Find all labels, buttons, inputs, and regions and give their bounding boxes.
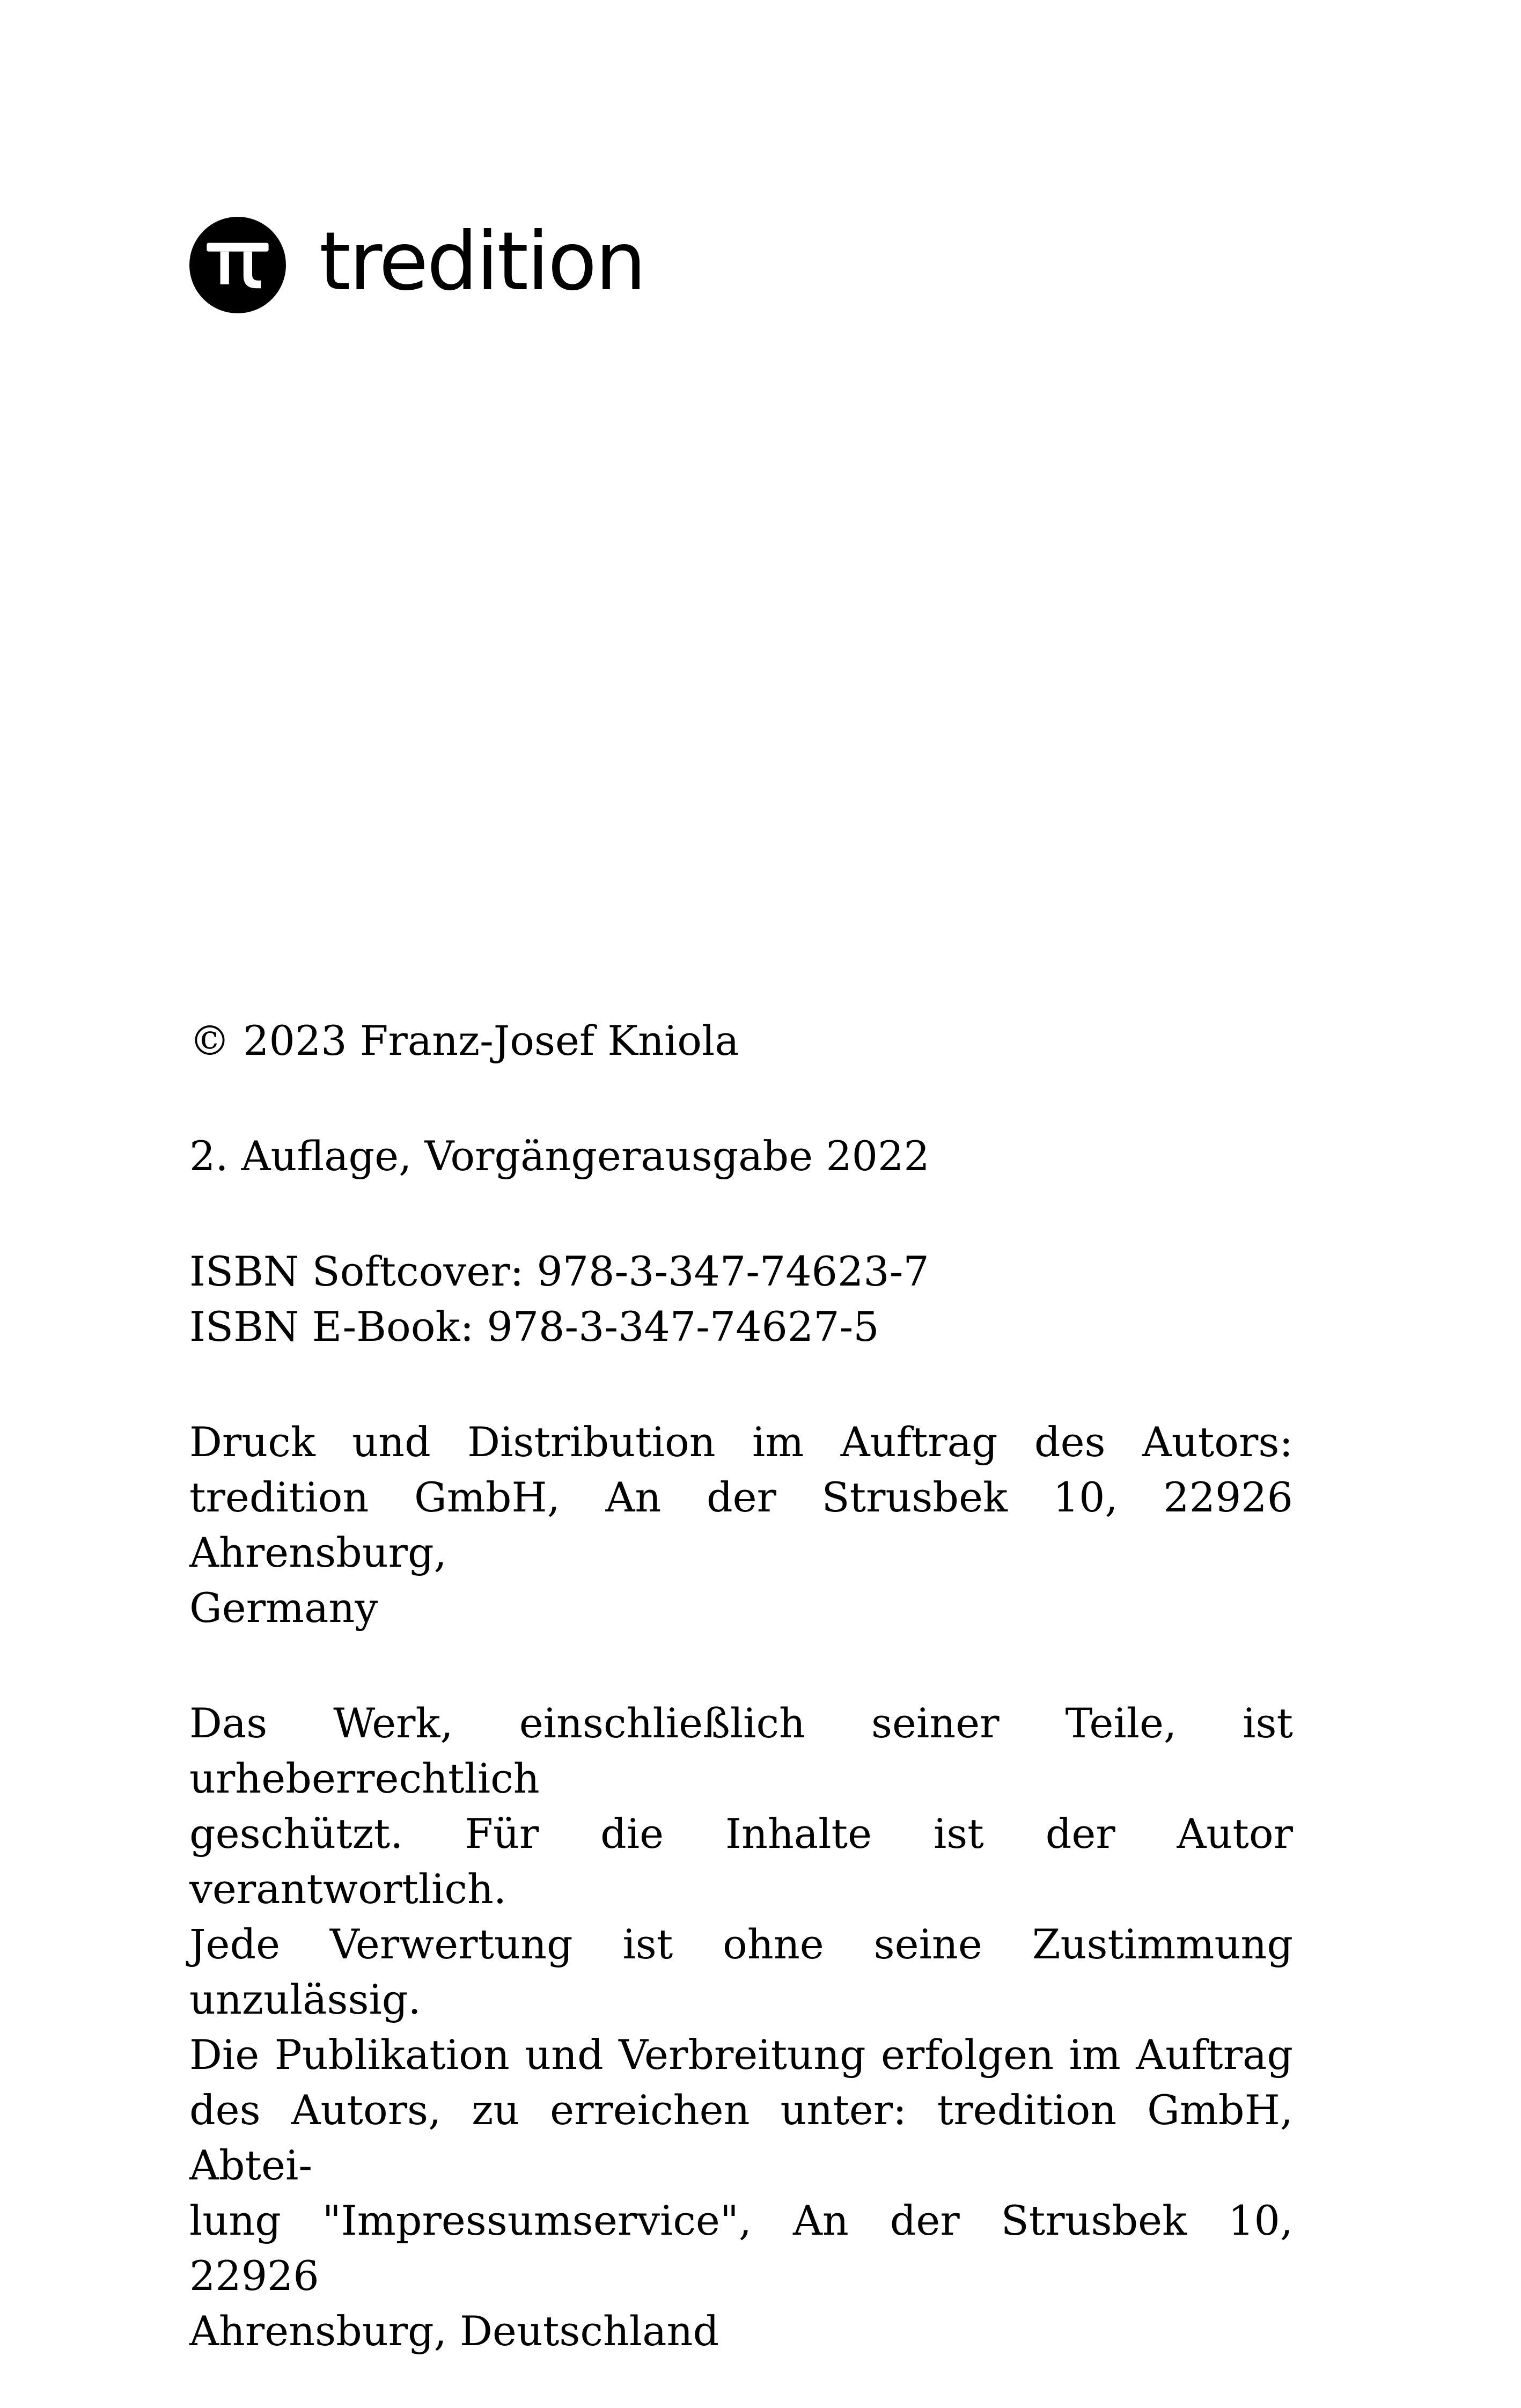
- legal-notice-line: lung "Impressumservice", An der Strusbek 10, 22926: [189, 2197, 1293, 2300]
- publisher-name: tredition: [319, 215, 645, 309]
- tredition-t-logo-icon: [189, 217, 286, 313]
- legal-notice-line: Ahrensburg, Deutschland: [189, 2307, 719, 2355]
- print-distribution-line: Druck und Distribution im Auftrag des Autors:: [189, 1418, 1293, 1466]
- legal-notice-line: geschützt. Für die Inhalte ist der Autor verantwortlich.: [189, 1810, 1293, 1913]
- edition-line: 2. Auflage, Vorgängerausgabe 2022: [189, 1132, 930, 1180]
- imprint-text: [189, 1013, 1293, 2359]
- publisher-logo: [189, 217, 645, 313]
- copyright-line: © 2023 Franz-Josef Kniola: [189, 1017, 739, 1064]
- print-distribution-line: tredition GmbH, An der Strusbek 10, 22926 Ahrensburg,: [189, 1473, 1293, 1576]
- legal-notice-line: Das Werk, einschließlich seiner Teile, ist urheberrechtlich: [189, 1699, 1293, 1802]
- isbn-softcover: ISBN Softcover: 978-3-347-74623-7: [189, 1247, 929, 1295]
- legal-notice-line: Die Publikation und Verbreitung erfolgen im Auftrag: [189, 2031, 1293, 2079]
- print-distribution-line: Germany: [189, 1584, 378, 1632]
- legal-notice-line: des Autors, zu erreichen unter: tredition GmbH, Abtei-: [189, 2086, 1293, 2189]
- isbn-ebook: ISBN E-Book: 978-3-347-74627-5: [189, 1303, 879, 1350]
- print-distribution-block: [189, 1414, 1293, 1635]
- legal-notice-block: [189, 1695, 1293, 2359]
- legal-notice-line: Jede Verwertung ist ohne seine Zustimmung unzulässig.: [189, 1920, 1293, 2023]
